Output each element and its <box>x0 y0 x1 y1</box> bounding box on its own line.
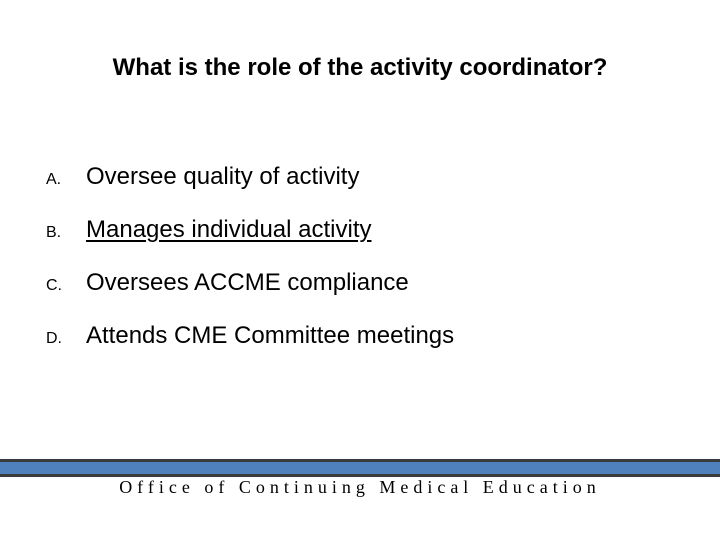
answer-option-a[interactable] <box>46 163 686 216</box>
answer-option-d[interactable] <box>46 322 686 375</box>
option-letter: C. <box>46 277 62 294</box>
option-text: Attends CME Committee meetings <box>86 322 455 349</box>
slide-title: What is the role of the activity coordinator? <box>112 54 608 81</box>
answer-option-c[interactable] <box>46 269 686 322</box>
answer-option-b[interactable] <box>46 216 686 269</box>
option-text: Oversee quality of activity <box>86 163 360 190</box>
option-letter: B. <box>46 224 62 241</box>
option-letter: A. <box>46 171 62 188</box>
answer-options-list <box>46 163 686 375</box>
option-text: Manages individual activity <box>86 216 372 243</box>
footer-office-name: Office of Continuing Medical Education <box>119 477 601 497</box>
option-letter: D. <box>46 330 62 347</box>
option-text: Oversees ACCME compliance <box>86 269 409 296</box>
